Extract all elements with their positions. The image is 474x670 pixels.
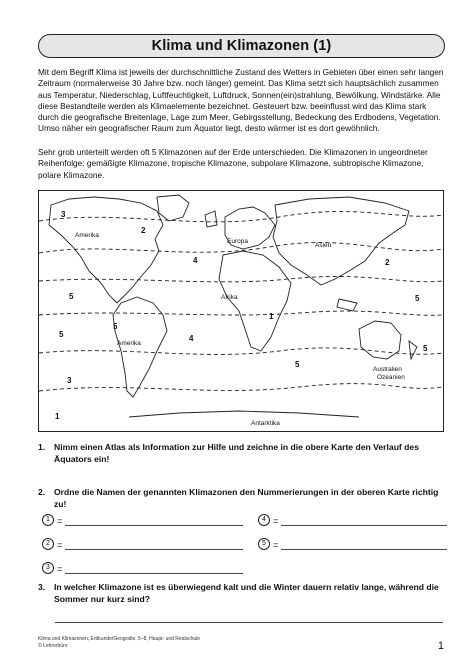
footer: [38, 636, 200, 650]
page-title: Klima und Klimazonen (1): [151, 38, 332, 54]
question-1-number: 1.: [38, 442, 46, 452]
question-3: [38, 582, 448, 605]
zones-paragraph: Sehr grob unterteilt werden oft 5 Klimazonen auf der Erde unterschieden. Die Klimazonen in ungeordneter Reihenfolge: gemäßigte Klimazone, tropische Klimazone, subpolare Klimazone, subtropische Klimazone, polare Klimazone.: [38, 147, 428, 180]
title-banner: [38, 34, 445, 58]
equals-sign: =: [57, 516, 63, 526]
label-asien: Asien: [315, 242, 332, 249]
south-america-outline: [113, 297, 167, 397]
zone-number: 1: [269, 312, 274, 321]
answer-2-marker: 2: [42, 538, 54, 550]
label-ozeanien: Ozeanien: [377, 374, 405, 381]
answer-row-5: [258, 538, 447, 550]
zone-number: 3: [61, 210, 66, 219]
answer-5-field[interactable]: [281, 548, 447, 550]
zone-number: 2: [385, 258, 390, 267]
label-antarktika: Antarktika: [251, 420, 280, 427]
footer-copyright: © Lehrerbüro: [38, 643, 68, 649]
islands-outline: [205, 211, 417, 359]
answer-5-marker: 5: [258, 538, 270, 550]
zone-number: 5: [113, 322, 118, 331]
answer-row-4: [258, 514, 447, 526]
answer-3-field[interactable]: [65, 572, 243, 574]
answer-4-field[interactable]: [281, 524, 447, 526]
label-europa: Europa: [227, 238, 248, 245]
label-amerika-nord: Amerika: [75, 232, 99, 239]
answer-1-field[interactable]: [65, 524, 243, 526]
equals-sign: =: [57, 540, 63, 550]
zone-line-4: [39, 311, 443, 315]
question-3-answer-field[interactable]: [55, 622, 443, 623]
zone-number: 5: [59, 330, 64, 339]
continent-labels: [75, 232, 405, 427]
zone-number: 1: [55, 412, 60, 421]
zone-number: 4: [193, 256, 198, 265]
question-2-number: 2.: [38, 487, 46, 497]
answer-row-2: [42, 538, 243, 550]
zone-line-1: [39, 212, 443, 222]
question-2: [38, 487, 448, 510]
answer-row-1: [42, 514, 243, 526]
intro-paragraph: Mit dem Begriff Klima ist jeweils der durchschnittliche Zustand des Wetters in Gebieten über einen sehr langen Zeitraum (normalerweise 30 Jahre bzw. noch länger) gemeint. Das Klima setzt sich hauptsächlich zusammen aus Temperatur, Niederschlag, Luftfeuchtigkeit, Luftdruck, Sonnen(ein)strahlung, Bewölkung, Windstärke. Alle diese Bestandteile werden als Klimaelemente bezeichnet. Gesteuert bzw. beeinflusst wird das Klima stark durch die geografische Breitenlage, Lage zum Meer, Gebirgsstellung, Bedeckung des Erdbodens, Vegetation. Umso näher ein geografischer Raum zum Äquator liegt, desto wärmer ist es dort gewöhnlich.: [38, 67, 444, 134]
world-map: [38, 190, 444, 432]
greenland-outline: [157, 195, 189, 221]
australia-outline: [359, 321, 401, 359]
world-map-svg: [39, 191, 443, 431]
zone-number: 4: [189, 334, 194, 343]
label-afrika: Afrika: [221, 294, 238, 301]
question-2-text: Ordne die Namen der genannten Klimazonen den Nummerierungen in der oberen Karte richtig zu!: [54, 487, 439, 509]
zone-number: 5: [415, 294, 420, 303]
answer-2-field[interactable]: [65, 548, 243, 550]
page-number: 1: [437, 640, 444, 652]
answer-1-marker: 1: [42, 514, 54, 526]
zone-number: 5: [423, 344, 428, 353]
label-australien: Australien: [373, 366, 402, 373]
zone-line-6: [39, 384, 443, 391]
answer-4-marker: 4: [258, 514, 270, 526]
zone-number: 5: [69, 292, 74, 301]
equals-sign: =: [273, 516, 279, 526]
zone-number: 2: [141, 226, 146, 235]
africa-outline: [219, 251, 291, 351]
zone-number: 3: [67, 376, 72, 385]
asia-outline: [273, 197, 409, 285]
equals-sign: =: [273, 540, 279, 550]
north-america-outline: [49, 197, 163, 303]
answer-row-3: [42, 562, 243, 574]
footer-source: Klima und Klimazonen, Erdkunde/Geografie, 5–8, Haupt- und Realschule: [38, 636, 201, 642]
question-3-number: 3.: [38, 582, 46, 592]
zone-number: 5: [295, 360, 300, 369]
zone-line-5: [39, 348, 443, 354]
antarctica-outline: [129, 411, 359, 417]
question-1: [38, 442, 448, 465]
equals-sign: =: [57, 564, 63, 574]
question-1-text: Nimm einen Atlas als Information zur Hilfe und zeichne in die obere Karte den Verlauf des Äquators ein!: [54, 442, 419, 464]
label-amerika-sued: Amerika: [117, 340, 141, 347]
question-3-text: In welcher Klimazone ist es überwiegend kalt und die Winter dauern relativ lange, während die Sommer nur kurz sind?: [54, 582, 439, 604]
answer-3-marker: 3: [42, 562, 54, 574]
